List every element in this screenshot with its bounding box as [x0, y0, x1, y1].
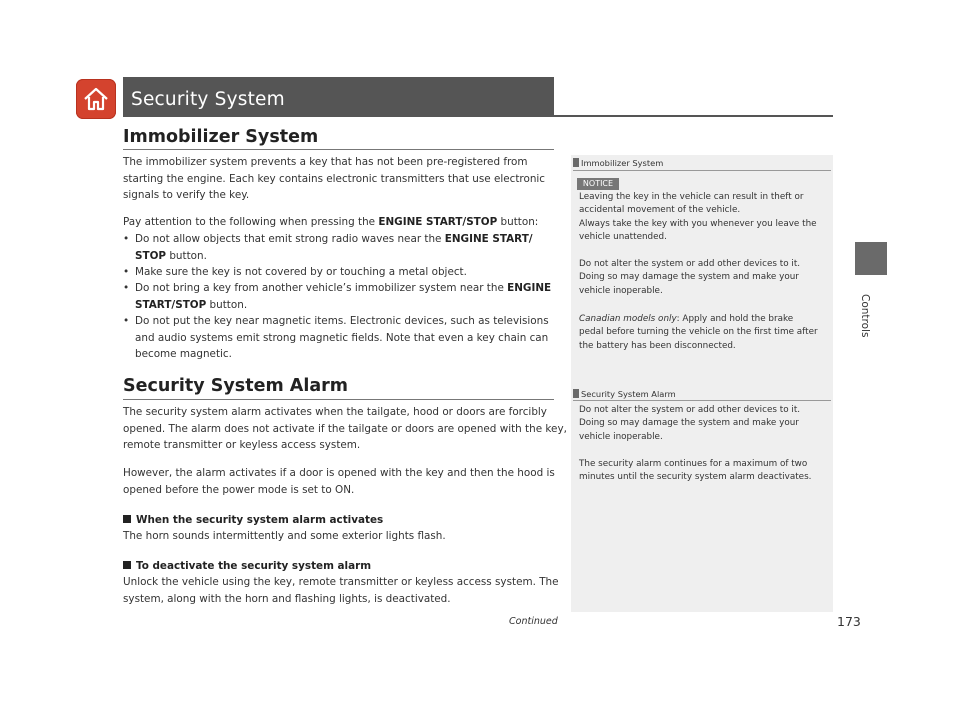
section-tab-marker	[855, 242, 887, 275]
alarm-sub1-text: The horn sounds intermittently and some exterior lights flash.	[123, 530, 446, 542]
alarm-heading: Security System Alarm	[123, 376, 349, 396]
immobilizer-para1: The immobilizer system prevents a key that has not been pre-registered from starting the engine. Each key contains electronic transmitters that use electronic signals to verify the key.	[123, 156, 546, 202]
continued-label: Continued	[509, 616, 558, 627]
immobilizer-heading-rule	[123, 149, 554, 150]
page-number: 173	[837, 614, 861, 629]
section-tab[interactable]	[859, 294, 875, 354]
section-tab-label: Controls	[859, 294, 871, 338]
immobilizer-para2: Pay attention to the following when pressing the ENGINE START/STOP button:	[123, 216, 539, 228]
sidebar-divider	[573, 170, 831, 171]
sidebar-divider	[573, 400, 831, 401]
sidebar-block2-text2: The security alarm continues for a maximum of two minutes until the security system alarm deactivates.	[579, 459, 812, 483]
sidebar-canadian-text: Canadian models only: Apply and hold the brake pedal before turning the vehicle on the first time after the battery has been disconnected.	[579, 314, 818, 351]
sidebar-block2-title[interactable]: Security System Alarm	[573, 389, 676, 399]
sidebar-block1-title[interactable]: Immobilizer System	[573, 158, 663, 168]
sidebar-notice-text: Leaving the key in the vehicle can result in theft or accidental movement of the vehicle. Always take the key with you whenever you leave the vehicle unattended.	[579, 192, 817, 243]
square-bullet-icon	[123, 515, 131, 523]
home-icon[interactable]	[76, 79, 116, 119]
alarm-sub2-text: Unlock the vehicle using the key, remote transmitter or keyless access system. The system, along with the horn and flashing lights, is deactivated.	[123, 576, 559, 605]
alarm-para2: However, the alarm activates if a door is opened with the key and then the hood is opened before the power mode is set to ON.	[123, 467, 555, 496]
alarm-para1: The security system alarm activates when the tailgate, hood or doors are forcibly opened. The alarm does not activate if the tailgate or doors are opened with the key, remote transmitter or keyless access system.	[123, 406, 567, 452]
reference-marker-icon	[573, 389, 579, 398]
sidebar-block1-text2: Do not alter the system or add other devices to it. Doing so may damage the system and make your vehicle inoperable.	[579, 259, 801, 296]
notice-badge: NOTICE	[577, 178, 619, 190]
sidebar-block2-text1: Do not alter the system or add other devices to it. Doing so may damage the system and make your vehicle inoperable.	[579, 405, 801, 442]
immobilizer-heading: Immobilizer System	[123, 127, 319, 147]
reference-marker-icon	[573, 158, 579, 167]
subheading-deactivate-alarm: To deactivate the security system alarm	[123, 560, 371, 572]
alarm-heading-rule	[123, 399, 554, 400]
page-title: Security System	[131, 89, 285, 110]
square-bullet-icon	[123, 561, 131, 569]
subheading-alarm-activates: When the security system alarm activates	[123, 514, 383, 526]
title-divider	[123, 115, 833, 117]
page-title-bar	[123, 77, 554, 115]
